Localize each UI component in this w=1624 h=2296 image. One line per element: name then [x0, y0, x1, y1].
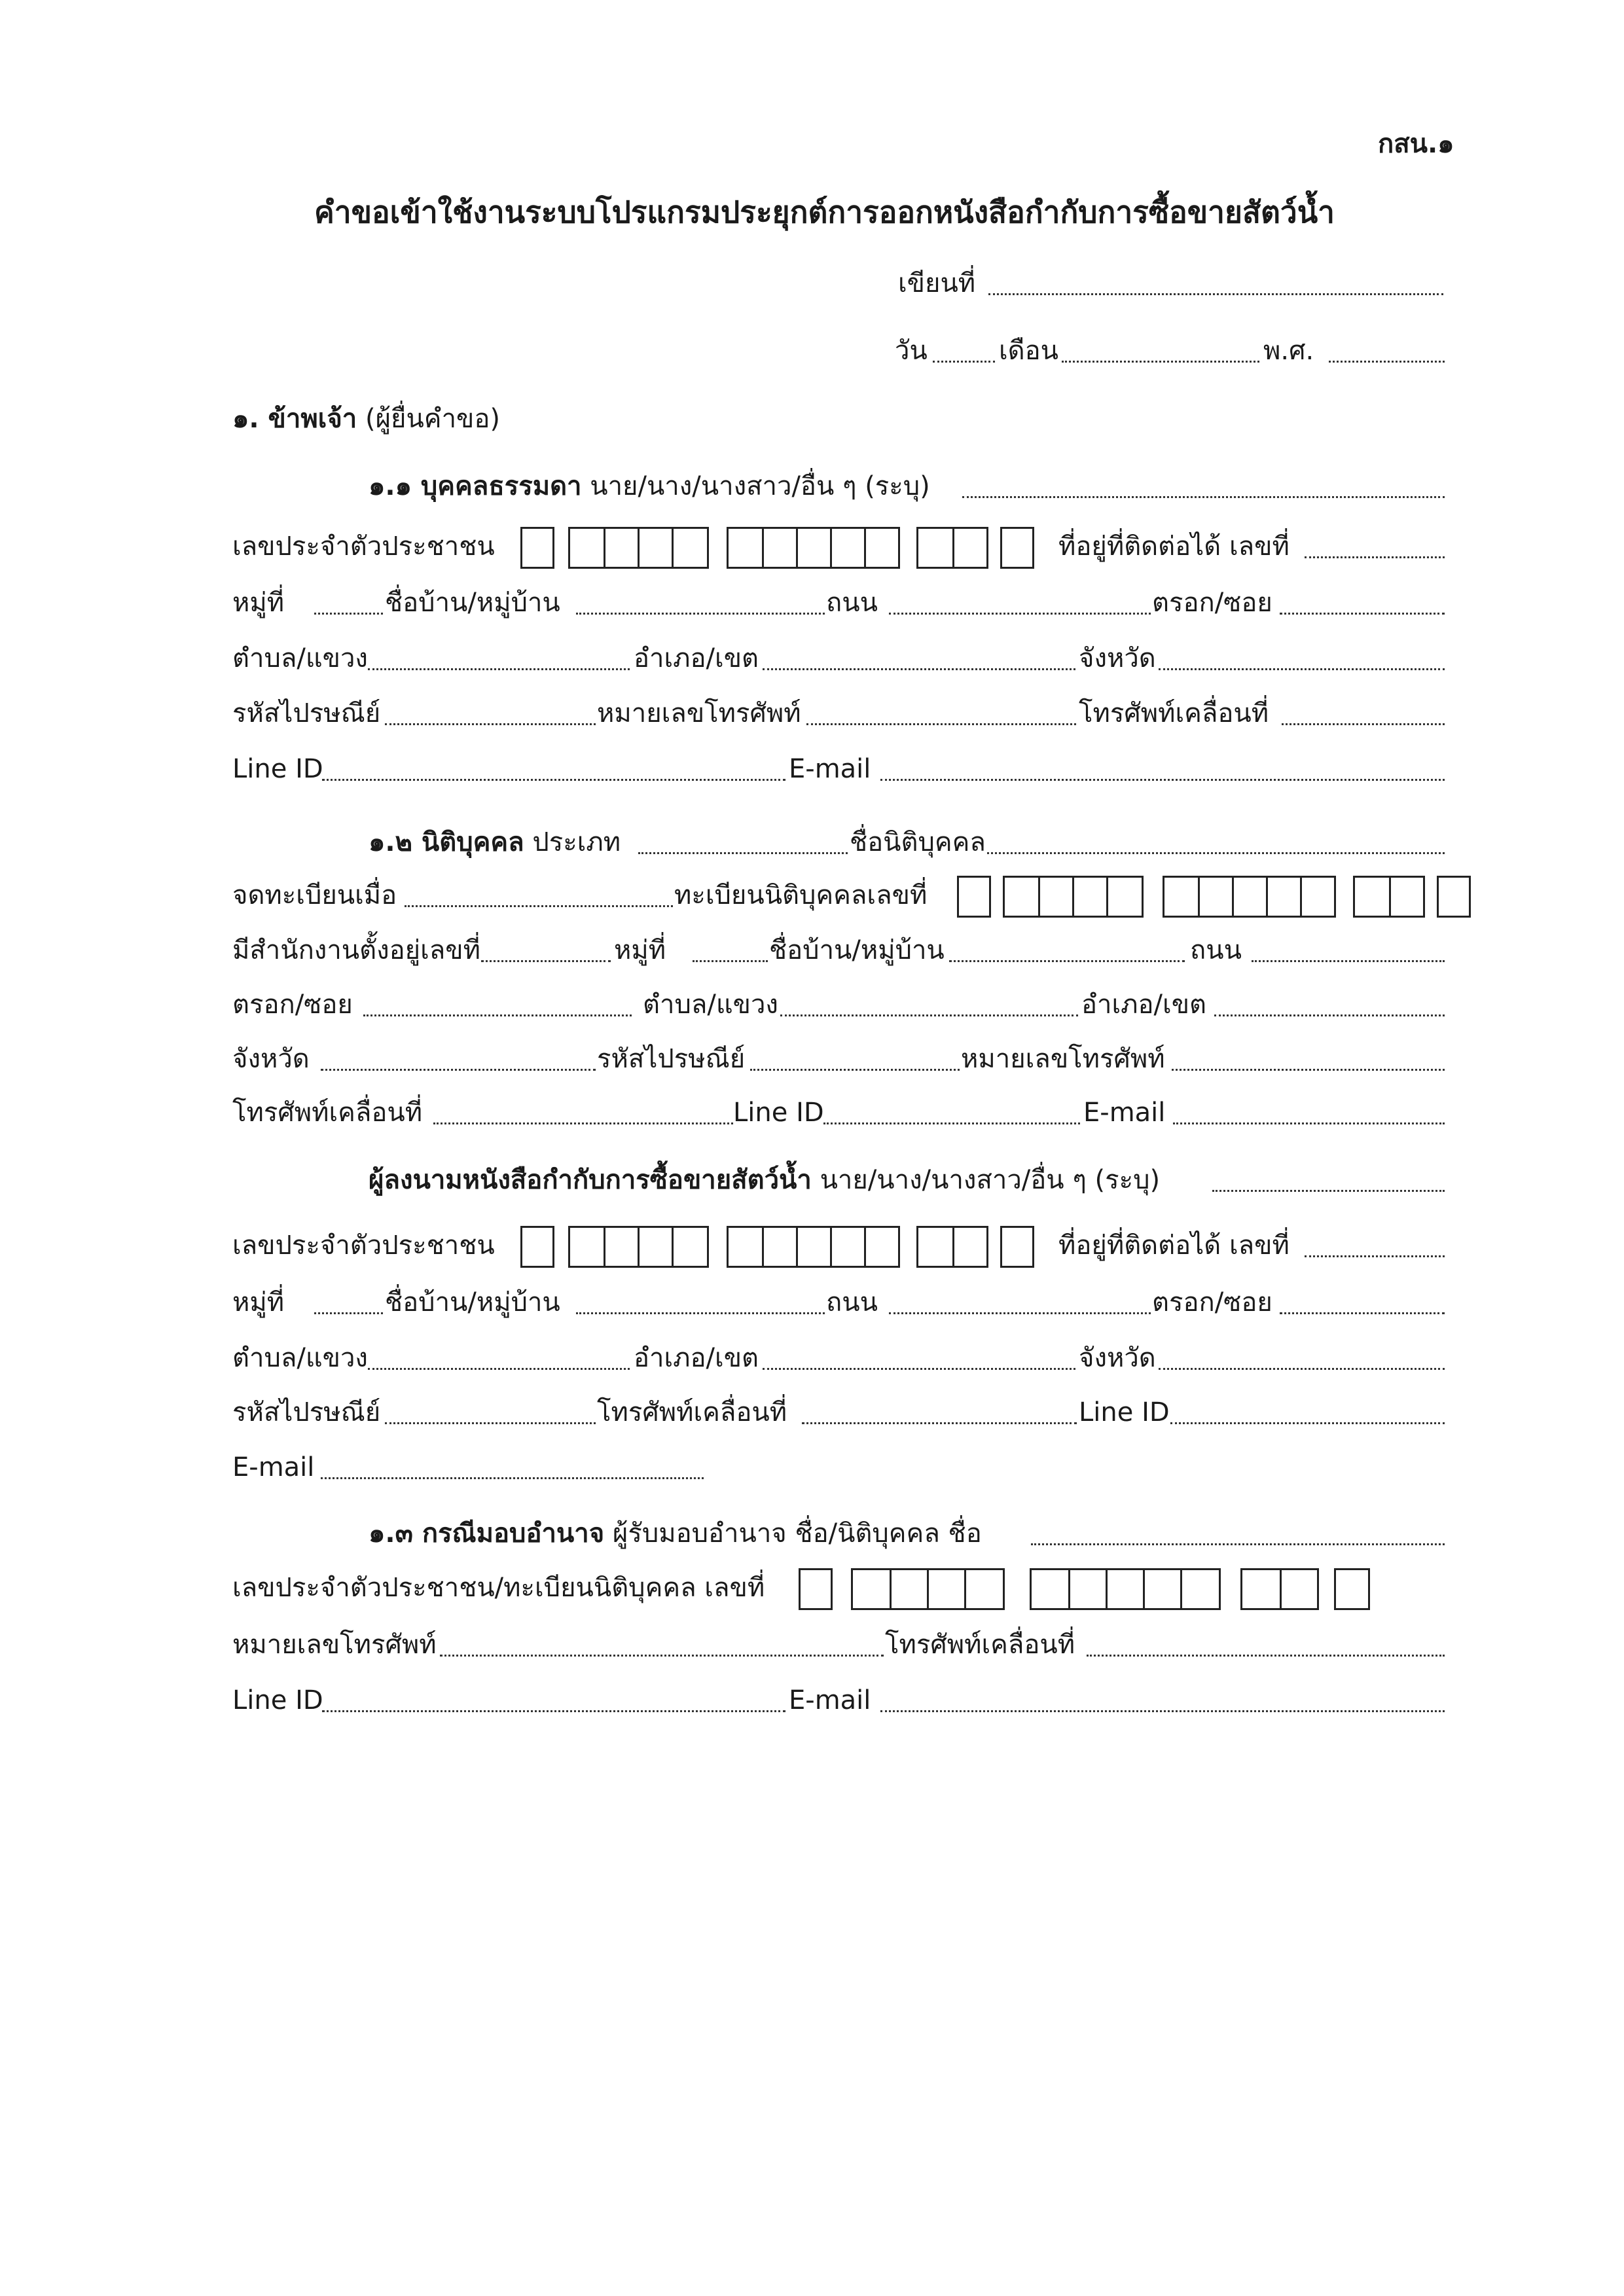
s11-soi-label: ตรอก/ซอย	[1152, 588, 1272, 618]
signer-note: นาย/นาง/นางสาว/อื่น ๆ (ระบุ)	[820, 1165, 1161, 1195]
s13-id-box-5[interactable]	[1334, 1568, 1370, 1610]
s11-mobile-field[interactable]	[1282, 723, 1445, 725]
s11-amphoe-field[interactable]	[763, 668, 1075, 670]
s11-email-field[interactable]	[880, 779, 1445, 781]
signer-road-field[interactable]	[889, 1312, 1151, 1314]
signer-id-box-4[interactable]	[916, 1226, 988, 1268]
s13-phone-field[interactable]	[440, 1655, 884, 1657]
s11-address-no-field[interactable]	[1305, 556, 1445, 558]
signer-email-field[interactable]	[321, 1477, 704, 1479]
s12-reg-no-label: ทะเบียนนิติบุคคลเลขที่	[674, 880, 928, 910]
s12-village-field[interactable]	[949, 960, 1185, 962]
s12-name-label: ชื่อนิติบุคคล	[850, 827, 986, 857]
s12-line-field[interactable]	[823, 1122, 1080, 1124]
month-field[interactable]	[1062, 361, 1259, 363]
s12-postal-field[interactable]	[750, 1069, 960, 1071]
be-year-field[interactable]	[1329, 361, 1445, 363]
s12-province-field[interactable]	[321, 1069, 596, 1071]
s12-email-label: E-mail	[1083, 1098, 1166, 1128]
s11-postal-label: รหัสไปรษณีย์	[232, 698, 381, 728]
s11-postal-field[interactable]	[385, 723, 596, 725]
s12-road-label: ถนน	[1190, 935, 1242, 965]
day-label: วัน	[895, 336, 928, 366]
signer-amphoe-field[interactable]	[763, 1368, 1075, 1370]
s11-village-label: ชื่อบ้าน/หมู่บ้าน	[385, 588, 560, 618]
s11-email-label: E-mail	[789, 754, 871, 784]
s11-id-label: เลขประจำตัวประชาชน	[232, 531, 495, 562]
s11-phone-field[interactable]	[806, 723, 1076, 725]
s12-email-field[interactable]	[1173, 1122, 1445, 1124]
s13-heading	[369, 1515, 982, 1552]
signer-moo-label: หมู่ที่	[232, 1287, 285, 1318]
s12-line-label: Line ID	[733, 1098, 824, 1128]
s12-reg-box-4[interactable]	[1353, 876, 1425, 918]
s13-name-field[interactable]	[1031, 1543, 1445, 1545]
signer-amphoe-label: อำเภอ/เขต	[634, 1343, 759, 1373]
signer-province-field[interactable]	[1159, 1368, 1445, 1370]
s11-line-label: Line ID	[232, 754, 323, 784]
s11-province-field[interactable]	[1159, 668, 1445, 670]
s11-address-no-label: ที่อยู่ที่ติดต่อได้ เลขที่	[1058, 531, 1290, 562]
s11-soi-field[interactable]	[1280, 613, 1445, 615]
written-at-field[interactable]	[988, 293, 1443, 295]
s12-mobile-label: โทรศัพท์เคลื่อนที่	[232, 1098, 423, 1128]
signer-line-field[interactable]	[1170, 1422, 1445, 1424]
signer-village-label: ชื่อบ้าน/หมู่บ้าน	[385, 1287, 560, 1318]
written-at-label: เขียนที่	[898, 268, 976, 298]
s12-tambon-label: ตำบล/แขวง	[643, 990, 778, 1020]
signer-soi-field[interactable]	[1280, 1312, 1445, 1314]
s12-moo-field[interactable]	[693, 960, 768, 962]
s11-id-box-1[interactable]	[520, 527, 554, 569]
s12-registered-on-label: จดทะเบียนเมื่อ	[232, 880, 397, 910]
s12-reg-box-5[interactable]	[1437, 876, 1471, 918]
signer-address-no-label: ที่อยู่ที่ติดต่อได้ เลขที่	[1058, 1230, 1290, 1261]
form-title: คำขอเข้าใช้งานระบบโปรแกรมประยุกต์การออกหนังสือกำกับการซื้อขายสัตว์น้ำ	[314, 194, 1335, 230]
s12-amphoe-field[interactable]	[1214, 1014, 1445, 1016]
signer-line-label: Line ID	[1079, 1397, 1170, 1427]
s12-title: ๑.๒ นิติบุคคล	[369, 827, 524, 857]
signer-province-label: จังหวัด	[1079, 1343, 1156, 1373]
s12-moo-label: หมู่ที่	[614, 935, 666, 965]
s12-soi-field[interactable]	[363, 1014, 632, 1016]
section-1-heading	[232, 401, 500, 437]
s11-amphoe-label: อำเภอ/เขต	[634, 643, 759, 673]
signer-soi-label: ตรอก/ซอย	[1152, 1287, 1272, 1318]
signer-postal-label: รหัสไปรษณีย์	[232, 1397, 381, 1427]
signer-mobile-field[interactable]	[802, 1422, 1077, 1424]
s13-id-box-1[interactable]	[799, 1568, 833, 1610]
s11-line-field[interactable]	[322, 779, 785, 781]
signer-email-label: E-mail	[232, 1452, 315, 1482]
s13-line-field[interactable]	[322, 1710, 785, 1712]
s12-reg-box-2[interactable]	[1003, 876, 1144, 918]
s12-province-label: จังหวัด	[232, 1044, 310, 1074]
s13-line-label: Line ID	[232, 1685, 323, 1715]
s13-phone-label: หมายเลขโทรศัพท์	[232, 1630, 437, 1660]
s11-province-label: จังหวัด	[1079, 643, 1156, 673]
s11-id-box-3[interactable]	[727, 527, 900, 569]
signer-tambon-label: ตำบล/แขวง	[232, 1343, 368, 1373]
s11-id-box-4[interactable]	[916, 527, 988, 569]
s13-id-label: เลขประจำตัวประชาชน/ทะเบียนนิติบุคคล เลขที่	[232, 1573, 765, 1603]
signer-id-box-3[interactable]	[727, 1226, 900, 1268]
s11-village-field[interactable]	[576, 613, 825, 615]
form-code: กสน.๑	[1378, 129, 1454, 159]
s12-phone-label: หมายเลขโทรศัพท์	[961, 1044, 1165, 1074]
s12-tambon-field[interactable]	[780, 1014, 1078, 1016]
s12-office-no-label: มีสำนักงานตั้งอยู่เลขที่	[232, 935, 481, 965]
s12-mobile-field[interactable]	[433, 1122, 733, 1124]
s13-id-box-2[interactable]	[851, 1568, 1005, 1610]
s12-amphoe-label: อำเภอ/เขต	[1081, 990, 1207, 1020]
be-year-label: พ.ศ.	[1263, 336, 1314, 366]
signer-moo-field[interactable]	[314, 1312, 383, 1314]
signer-name-field[interactable]	[1212, 1190, 1445, 1192]
s12-name-field[interactable]	[987, 852, 1445, 854]
s12-road-field[interactable]	[1252, 960, 1445, 962]
signer-id-box-2[interactable]	[568, 1226, 709, 1268]
s11-name-field[interactable]	[962, 496, 1445, 498]
s13-email-field[interactable]	[880, 1710, 1445, 1712]
s12-type-label: ประเภท	[532, 827, 621, 857]
signer-mobile-label: โทรศัพท์เคลื่อนที่	[597, 1397, 787, 1427]
s11-id-box-5[interactable]	[1000, 527, 1034, 569]
s11-moo-label: หมู่ที่	[232, 588, 285, 618]
signer-id-label: เลขประจำตัวประชาชน	[232, 1230, 495, 1261]
s12-soi-label: ตรอก/ซอย	[232, 990, 353, 1020]
s13-id-box-3[interactable]	[1030, 1568, 1221, 1610]
s11-road-field[interactable]	[889, 613, 1151, 615]
s11-mobile-label: โทรศัพท์เคลื่อนที่	[1079, 698, 1269, 728]
s13-id-box-4[interactable]	[1240, 1568, 1319, 1610]
s13-mobile-field[interactable]	[1087, 1655, 1445, 1657]
s13-mobile-label: โทรศัพท์เคลื่อนที่	[885, 1630, 1075, 1660]
s13-title: ๑.๓ กรณีมอบอำนาจ	[369, 1518, 605, 1549]
signer-address-no-field[interactable]	[1305, 1255, 1445, 1257]
s12-registered-on-field[interactable]	[405, 905, 673, 907]
s11-road-label: ถนน	[826, 588, 878, 618]
s11-moo-field[interactable]	[314, 613, 383, 615]
s12-reg-box-3[interactable]	[1163, 876, 1336, 918]
s11-tambon-field[interactable]	[368, 668, 630, 670]
section-1-title: ๑. ข้าพเจ้า	[232, 404, 357, 434]
s12-village-label: ชื่อบ้าน/หมู่บ้าน	[769, 935, 945, 965]
signer-postal-field[interactable]	[385, 1422, 596, 1424]
s12-type-field[interactable]	[638, 852, 848, 854]
s12-office-no-field[interactable]	[481, 960, 611, 962]
signer-village-field[interactable]	[576, 1312, 825, 1314]
s13-email-label: E-mail	[789, 1685, 871, 1715]
s11-heading	[369, 468, 930, 505]
day-field[interactable]	[933, 361, 995, 363]
s11-title: ๑.๑ บุคคลธรรมดา	[369, 471, 582, 501]
s11-tambon-label: ตำบล/แขวง	[232, 643, 368, 673]
s12-postal-label: รหัสไปรษณีย์	[597, 1044, 746, 1074]
month-label: เดือน	[999, 336, 1059, 366]
s11-note: นาย/นาง/นางสาว/อื่น ๆ (ระบุ)	[590, 471, 930, 501]
s12-reg-box-1[interactable]	[957, 876, 991, 918]
signer-heading	[369, 1162, 1160, 1198]
signer-id-box-1[interactable]	[520, 1226, 554, 1268]
signer-title: ผู้ลงนามหนังสือกำกับการซื้อขายสัตว์น้ำ	[369, 1165, 812, 1195]
section-1-note: (ผู้ยื่นคำขอ)	[365, 404, 500, 434]
s11-phone-label: หมายเลขโทรศัพท์	[597, 698, 801, 728]
signer-tambon-field[interactable]	[368, 1368, 630, 1370]
s11-id-box-2[interactable]	[568, 527, 709, 569]
s13-note: ผู้รับมอบอำนาจ ชื่อ/นิติบุคคล ชื่อ	[612, 1518, 982, 1549]
signer-road-label: ถนน	[826, 1287, 878, 1318]
s12-heading	[369, 824, 621, 861]
s12-phone-field[interactable]	[1172, 1069, 1445, 1071]
signer-id-box-5[interactable]	[1000, 1226, 1034, 1268]
